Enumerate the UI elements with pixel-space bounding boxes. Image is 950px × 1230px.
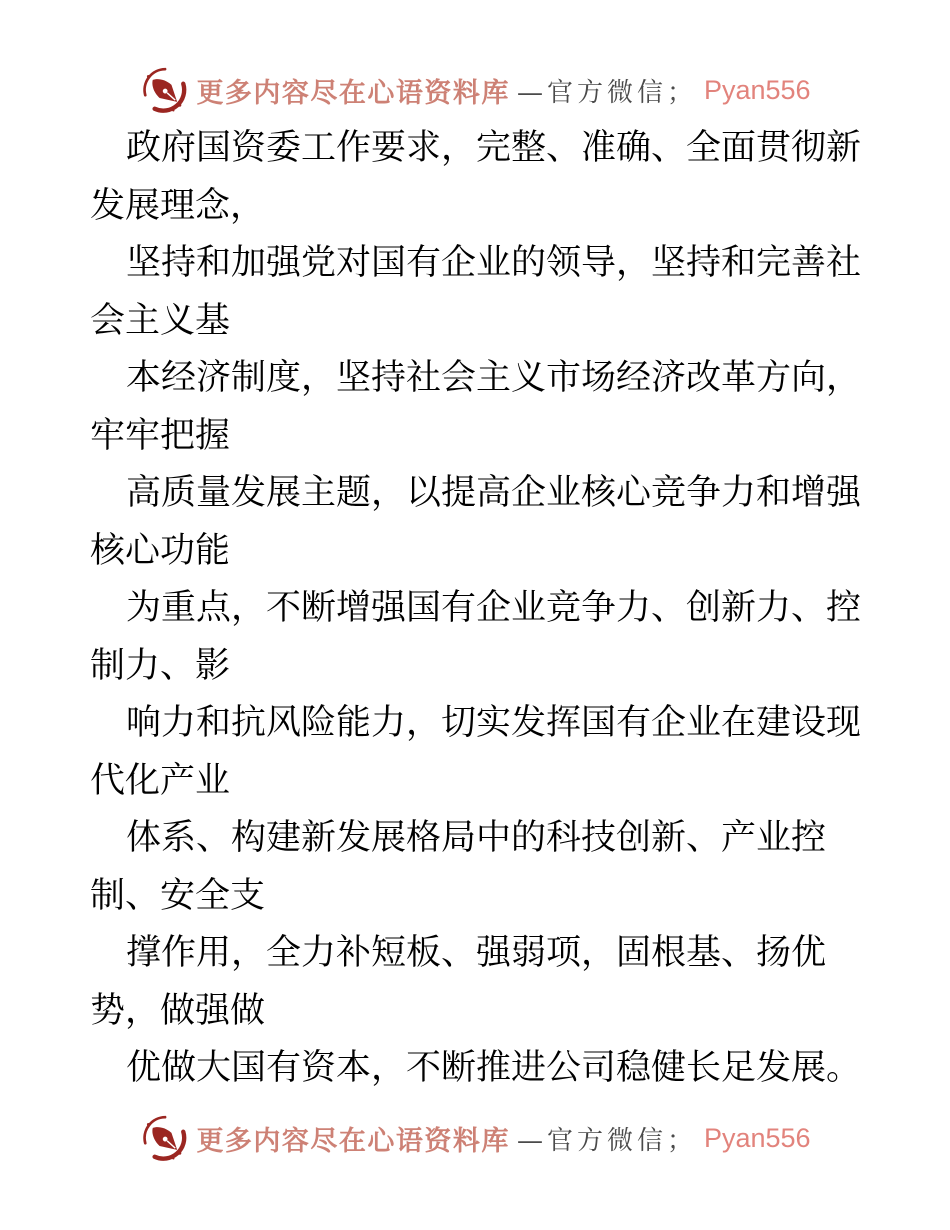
text-line: 撑作用，全力补短板、强弱项，固根基、扬优 [126,933,827,972]
watermark-brand-text: 更多内容尽在心语资料库 [196,1125,510,1156]
pen-nib-circle-logo-icon [139,1113,189,1163]
text-line: 会主义基 [90,300,231,340]
text-line: 制、安全支 [90,875,266,915]
pen-nib-circle-logo-icon [139,65,189,115]
text-line: 响力和抗风险能力，切实发挥国有企业在建设现 [126,703,862,742]
text-line: 牢牢把握 [90,415,231,455]
text-line: 制力、影 [90,645,231,685]
watermark-header [0,64,950,116]
text-line: 发展理念， [90,185,266,225]
watermark-brand-text: 更多内容尽在心语资料库 [196,77,510,108]
document-lines [90,119,868,1097]
text-line: 体系、构建新发展格局中的科技创新、产业控 [126,818,827,857]
text-line: 为重点，不断增强国有企业竞争力、创新力、控 [126,588,862,627]
text-line: 政府国资委工作要求，完整、准确、全面贯彻新 [126,128,862,167]
text-line: 本经济制度，坚持社会主义市场经济改革方向， [126,358,862,397]
watermark-wechat-id: Pyan556 [703,1122,811,1153]
text-line: 核心功能 [90,530,231,570]
watermark-footer [0,1112,950,1164]
watermark-wechat-id: Pyan556 [703,74,811,105]
watermark-official-label: —官方微信； [516,77,697,108]
text-line: 代化产业 [90,760,231,800]
text-line: 势，做强做 [90,990,266,1030]
watermark-official-label: —官方微信； [516,1125,697,1156]
text-line: 坚持和加强党对国有企业的领导，坚持和完善社 [126,243,862,282]
text-line: 优做大国有资本，不断推进公司稳健长足发展。 [126,1048,862,1087]
text-line: 高质量发展主题，以提高企业核心竞争力和增强 [126,473,862,512]
